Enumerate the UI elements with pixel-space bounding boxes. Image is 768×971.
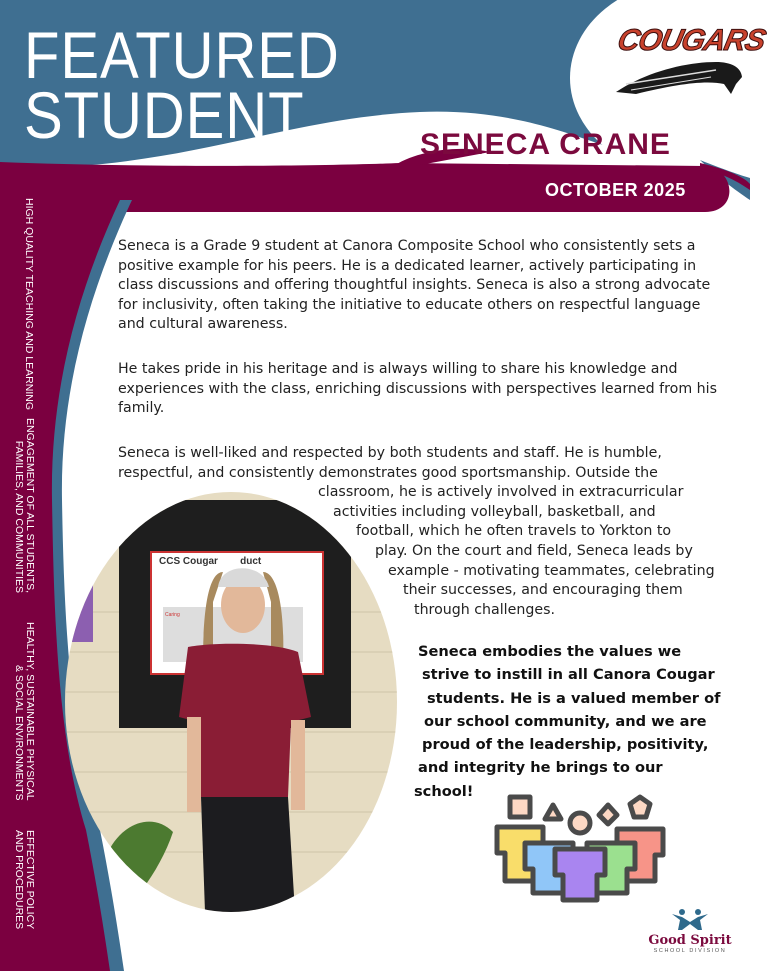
sidebar-item-policy: EFFECTIVE POLICY AND PROCEDURES [13, 830, 36, 930]
good-spirit-people-icon [670, 908, 710, 930]
closing-quote: Seneca embodies the values we strive to instill in all Canora Cougar students. He is a valued member of our school community, and we are proud of the leadership, positivity, and integrity he brings to our school! [414, 643, 721, 800]
sidebar-item-teaching: HIGH QUALITY TEACHING AND LEARNING [23, 198, 35, 410]
title-student: STUDENT [24, 78, 305, 152]
sidebar-item-healthy: HEALTHY, SUSTAINABLE PHYSICAL & SOCIAL ENVIRONMENTS [13, 622, 36, 801]
title-featured: FEATURED [24, 18, 340, 92]
org-name: Good Spirit [648, 933, 732, 948]
poster-title: CCS Cougar duct [159, 556, 262, 567]
good-spirit-logo [640, 908, 740, 954]
poster-col: Caring [165, 612, 180, 618]
paragraph-activities: Seneca is well-liked and respected by both students and staff. He is humble, respectful, and consistently demonstrates good sportsmanship. Outside the classroom, he is actively involved in extracurricular activities including volleyball, basketball, and football, which he often travels to Yorkton to play. On the court and field, Seneca leads by example - motivating teammates, celebrating their successes, and encouraging them through challenges. [118, 445, 715, 618]
student-name: SENECA CRANE [420, 128, 671, 161]
paragraph-intro: Seneca is a Grade 9 student at Canora Composite School who consistently sets a positive example for his peers. He is a dedicated learner, actively participating in class discussions and offering thoughtful insights. Seneca is also a strong advocate for inclusivity, often taking the initiative to educate others on respectful language and cultural awareness. [118, 238, 711, 333]
diverse-people-icon [495, 793, 665, 903]
month-label: OCTOBER 2025 [545, 180, 686, 200]
sidebar-item-engagement: ENGAGEMENT OF ALL STUDENTS, FAMILIES, AND COMMUNITIES [13, 418, 36, 594]
student-photo [63, 492, 403, 912]
paragraph-heritage: He takes pride in his heritage and is always willing to share his knowledge and experiences with the class, enriching discussions with perspectives learned from his family. [118, 361, 718, 417]
cougars-logo-text: COUGARS [614, 24, 768, 57]
org-sub: SCHOOL DIVISION [653, 948, 727, 954]
